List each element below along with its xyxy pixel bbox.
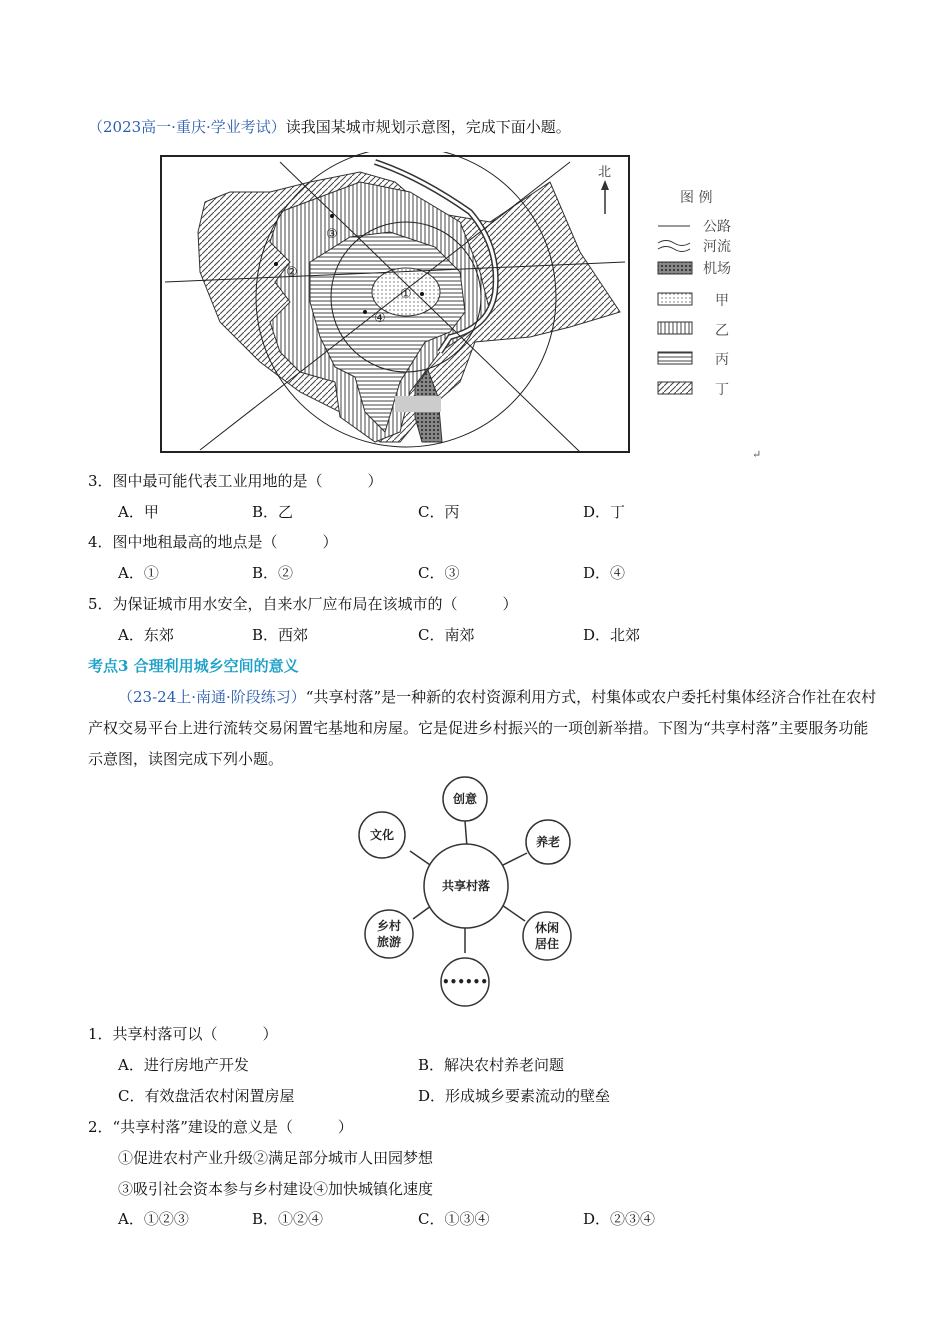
q4-option-b[interactable]: B．② (252, 564, 294, 582)
q4-option-c[interactable]: C．③ (418, 564, 460, 582)
node-creativity: 创意 (452, 792, 478, 806)
node-leisure-line2: 居住 (534, 937, 560, 951)
node-tourism-line1: 乡村 (376, 919, 402, 933)
section-title: 考点3 合理利用城乡空间的意义 (88, 657, 299, 675)
source-tag: （2023高一·重庆·学业考试） (88, 118, 286, 136)
q4-option-d[interactable]: D．④ (583, 564, 626, 582)
marker-1: ① (400, 287, 412, 302)
question-intro (88, 116, 571, 137)
q3-option-c[interactable]: C．丙 (418, 503, 460, 521)
legend-road: 公路 (703, 219, 731, 235)
passage-source: （23-24上·南通·阶段练习） (118, 688, 306, 706)
q3-option-d[interactable]: D．丁 (583, 503, 626, 521)
node-tourism-line2: 旅游 (376, 935, 402, 949)
legend-ding: 丁 (715, 382, 729, 398)
question-4-stem: 4．图中地租最高的地点是（ ） (88, 533, 338, 551)
q5-option-d[interactable]: D．北郊 (583, 626, 641, 644)
legend-bing: 丙 (715, 352, 729, 368)
question-1-stem: 1．共享村落可以（ ） (88, 1025, 278, 1043)
legend-airport: 机场 (703, 261, 731, 277)
return-mark: ↵ (752, 448, 762, 461)
shared-village-diagram (355, 775, 591, 1011)
q2-option-b[interactable]: B．①②④ (252, 1210, 324, 1228)
q2-item-line1: ①促进农村产业升级②满足部分城市人田园梦想 (118, 1149, 434, 1167)
node-more: •••••• (441, 975, 489, 989)
question-3-stem: 3．图中最可能代表工业用地的是（ ） (88, 472, 383, 490)
marker-4: ④ (374, 311, 386, 326)
q5-option-b[interactable]: B．西郊 (252, 626, 309, 644)
node-leisure-line1: 休闲 (534, 921, 560, 935)
intro-text: 读我国某城市规划示意图，完成下面小题。 (285, 118, 571, 136)
marker-3: ③ (326, 227, 338, 242)
city-plan-map (160, 152, 770, 456)
diagram-center: 共享村落 (441, 879, 491, 893)
q4-option-a[interactable]: A．① (118, 564, 159, 582)
q5-option-c[interactable]: C．南郊 (418, 626, 475, 644)
legend-jia: 甲 (715, 293, 729, 309)
q3-option-b[interactable]: B．乙 (252, 503, 294, 521)
q2-option-c[interactable]: C．①③④ (418, 1210, 490, 1228)
legend-river: 河流 (703, 239, 731, 255)
question-2-stem: 2．“共享村落”建设的意义是（ ） (88, 1118, 353, 1136)
q1-option-b[interactable]: B．解决农村养老问题 (418, 1056, 565, 1074)
q5-option-a[interactable]: A．东郊 (118, 626, 174, 644)
passage-text: “共享村落”是一种新的农村资源利用方式，村集体或农户委托村集体经济合作社在农村产权交易平台上进行流转交易闲置宅基地和房屋。它是促进乡村振兴的一项创新举措。下图为“共享村落”主要服务功能示意图，读图完成下列小题。 (88, 688, 877, 768)
marker-2: ② (286, 265, 298, 280)
q1-option-a[interactable]: A．进行房地产开发 (118, 1056, 249, 1074)
passage (88, 682, 878, 775)
q1-option-c[interactable]: C．有效盘活农村闲置房屋 (118, 1087, 295, 1105)
question-5-stem: 5．为保证城市用水安全，自来水厂应布局在该城市的（ ） (88, 595, 518, 613)
q2-option-a[interactable]: A．①②③ (118, 1210, 189, 1228)
node-elderly-care: 养老 (535, 835, 561, 849)
north-label: 北 (598, 165, 612, 180)
node-culture: 文化 (369, 828, 395, 842)
q2-option-d[interactable]: D．②③④ (583, 1210, 656, 1228)
q1-option-d[interactable]: D．形成城乡要素流动的壁垒 (418, 1087, 611, 1105)
legend-yi: 乙 (715, 323, 729, 339)
legend-title: 图 例 (680, 190, 713, 206)
q3-option-a[interactable]: A．甲 (118, 503, 159, 521)
q2-item-line2: ③吸引社会资本参与乡村建设④加快城镇化速度 (118, 1180, 434, 1198)
